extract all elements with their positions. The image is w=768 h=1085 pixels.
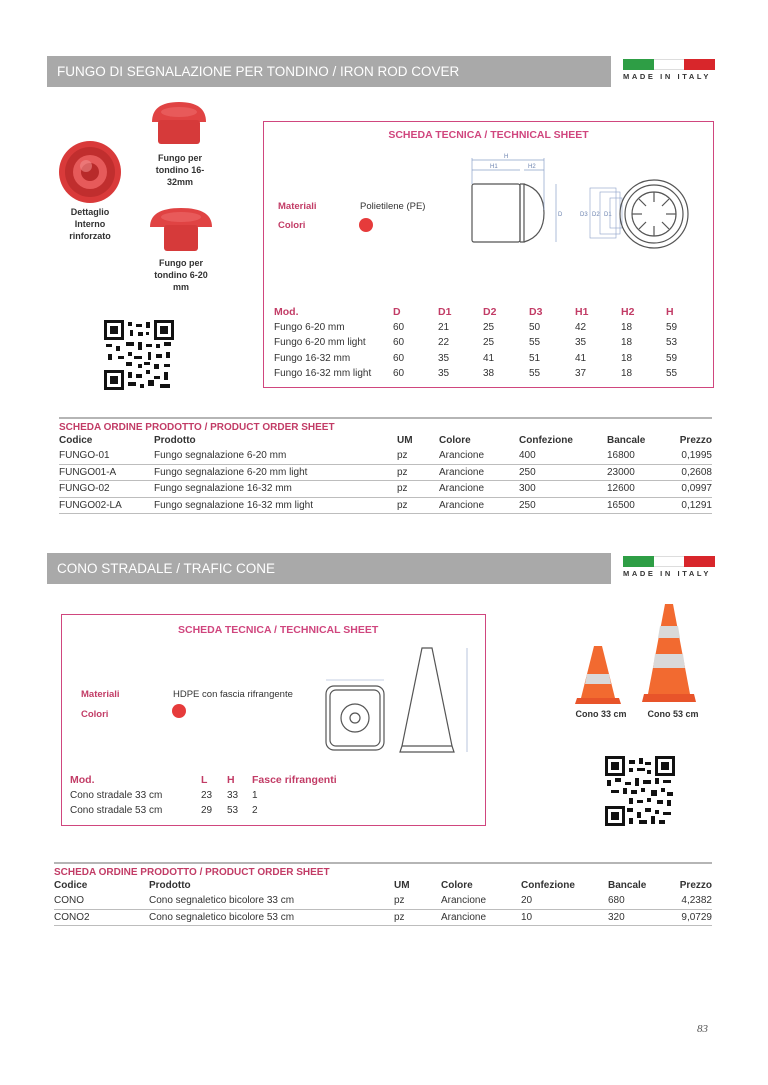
spec-cell: 35 [438,368,450,380]
table-row [54,909,712,926]
order-sheet-fungo [59,417,712,514]
order-cell: 10 [521,909,608,926]
order-header: Prezzo [679,880,712,891]
order-cell: pz [397,481,439,498]
table-row [59,464,712,481]
dim-label-h1: H1 [490,164,498,170]
materiali-label: Materiali [278,201,317,212]
cone-technical-drawing [322,640,482,758]
dim-label-d3: D3 [580,212,588,218]
order-header: Bancale [608,880,647,891]
spec-cell: Fungo 16-32 mm [274,352,351,364]
cone-53-image [640,602,698,704]
materiali-label: Materiali [81,689,120,700]
spec-cell: 35 [438,352,450,364]
spec-header: D2 [483,305,497,318]
order-cell: 0,1995 [667,448,712,464]
spec-cell: 55 [666,368,678,380]
order-cell: 4,2382 [668,893,712,909]
spec-cell: 55 [529,337,541,349]
order-cell: pz [394,893,441,909]
made-in-italy-badge [623,556,715,578]
order-cell: 400 [519,448,607,464]
order-sheet-cono [54,862,712,926]
dim-label-d2: D2 [592,212,600,218]
order-cell: 250 [519,464,607,481]
spec-row [274,366,696,382]
spec-cell: 51 [529,352,541,364]
order-cell: 16500 [607,497,667,514]
tech-sheet-title: SCHEDA TECNICA / TECHNICAL SHEET [388,129,589,141]
tech-sheet-title: SCHEDA TECNICA / TECHNICAL SHEET [178,624,379,636]
spec-header: D1 [438,305,452,318]
spec-cell: 53 [227,805,239,817]
colori-label: Colori [81,709,109,720]
table-row [59,481,712,498]
fungo-6-20-image [148,205,214,255]
spec-cell: 37 [575,368,587,380]
spec-header: H1 [575,305,589,318]
spec-cell: 18 [621,368,633,380]
spec-row [70,788,352,804]
spec-cell: 33 [227,789,239,801]
order-cell: 0,1291 [667,497,712,514]
order-header: UM [394,880,410,891]
italian-flag-icon [623,556,715,567]
fungo-spec-table [274,304,696,382]
order-table-fungo [59,433,712,514]
order-header: Codice [59,435,93,446]
spec-cell: 22 [438,337,450,349]
order-cell: CONO2 [54,909,149,926]
caption-detail: Dettaglio Interno rinforzato [69,207,111,241]
order-header: Colore [441,880,473,891]
order-cell: Fungo segnalazione 16-32 mm [154,481,397,498]
dim-label-d1: D1 [604,212,612,218]
order-cell: Fungo segnalazione 16-32 mm light [154,497,397,514]
divider [59,417,712,419]
spec-cell: 18 [621,352,633,364]
spec-cell: 59 [666,321,678,333]
dim-label-h: H [504,154,509,160]
order-cell: 0,0997 [667,481,712,498]
order-cell: Arancione [439,481,519,498]
spec-cell: 35 [575,337,587,349]
order-cell: FUNGO01-A [59,464,154,481]
materiali-value: HDPE con fascia rifrangente [173,689,293,700]
spec-cell: 41 [483,352,495,364]
spec-cell: 18 [621,337,633,349]
qr-code-fungo [104,320,174,390]
italian-flag-icon [623,59,715,70]
spec-header: D3 [529,305,543,318]
color-swatch-red [172,704,186,718]
order-cell: Cono segnaletico bicolore 53 cm [149,909,394,926]
order-cell: Arancione [439,448,519,464]
spec-header: Mod. [274,305,299,318]
color-swatch-red [359,218,373,232]
spec-cell: 25 [483,337,495,349]
order-header: Codice [54,880,88,891]
order-cell: Arancione [441,893,521,909]
order-cell: CONO [54,893,149,909]
order-sheet-title: SCHEDA ORDINE PRODOTTO / PRODUCT ORDER SHEET [54,867,330,878]
order-cell: 0,2608 [667,464,712,481]
spec-cell: 42 [575,321,587,333]
order-cell: FUNGO02-LA [59,497,154,514]
page-number: 83 [697,1023,708,1035]
order-cell: 20 [521,893,608,909]
order-cell: FUNGO-02 [59,481,154,498]
order-header-row [54,878,712,893]
spec-cell: 1 [252,789,258,801]
order-cell: FUNGO-01 [59,448,154,464]
order-header: Bancale [607,435,646,446]
order-cell: 680 [608,893,668,909]
order-cell: 16800 [607,448,667,464]
divider [54,862,712,864]
dim-label-h2: H2 [528,164,536,170]
order-cell: pz [397,497,439,514]
order-header: Prezzo [679,435,712,446]
spec-cell: Fungo 16-32 mm light [274,368,372,380]
order-cell: pz [397,464,439,481]
spec-header-row [274,304,696,320]
caption-cone-53: Cono 53 cm [647,709,699,719]
spec-cell: 2 [252,805,258,817]
order-header: Prodotto [154,435,196,446]
order-cell: pz [394,909,441,926]
caption-cone-33: Cono 33 cm [575,709,627,719]
colori-label: Colori [278,220,306,231]
order-cell: Fungo segnalazione 6-20 mm light [154,464,397,481]
spec-header: Mod. [70,773,95,786]
order-header: UM [397,435,413,446]
fungo-technical-drawing [462,150,702,260]
order-cell: Cono segnaletico bicolore 33 cm [149,893,394,909]
spec-header: D [393,305,401,318]
fungo-16-32-image [148,100,210,150]
caption-6-20: Fungo per tondino 6-20 mm [154,258,208,292]
spec-cell: 59 [666,352,678,364]
spec-cell: 60 [393,352,405,364]
dim-label-d: D [558,212,563,218]
spec-cell: 55 [529,368,541,380]
order-cell: Fungo segnalazione 6-20 mm [154,448,397,464]
spec-header: H [227,773,235,786]
spec-header: Fasce rifrangenti [252,773,337,786]
fungo-detail-image [58,140,122,204]
order-header: Confezione [521,880,575,891]
order-cell: 23000 [607,464,667,481]
spec-cell: Fungo 6-20 mm [274,321,345,333]
table-row [59,448,712,464]
spec-header: H [666,305,674,318]
order-cell: 12600 [607,481,667,498]
order-cell: Arancione [439,497,519,514]
spec-header: H2 [621,305,635,318]
spec-cell: 29 [201,805,213,817]
cone-33-image [573,642,623,706]
table-row [59,497,712,514]
made-in-italy-badge [623,59,715,81]
section-title-fungo: FUNGO DI SEGNALAZIONE PER TONDINO / IRON ROD COVER [47,56,611,87]
section-title-cono: CONO STRADALE / TRAFIC CONE [47,553,611,584]
order-cell: pz [397,448,439,464]
spec-row [274,351,696,367]
spec-cell: 60 [393,337,405,349]
cono-spec-table [70,772,352,819]
spec-cell: 25 [483,321,495,333]
order-header: Prodotto [149,880,191,891]
spec-cell: 53 [666,337,678,349]
spec-cell: 41 [575,352,587,364]
spec-cell: 50 [529,321,541,333]
order-header: Colore [439,435,471,446]
spec-cell: 38 [483,368,495,380]
order-header: Confezione [519,435,573,446]
spec-header-row [70,772,352,788]
order-cell: Arancione [441,909,521,926]
qr-code-cono [605,756,675,826]
order-cell: 9,0729 [668,909,712,926]
order-cell: Arancione [439,464,519,481]
made-in-italy-text: MADE IN ITALY [623,72,711,81]
spec-cell: Cono stradale 33 cm [70,789,163,801]
spec-cell: 18 [621,321,633,333]
spec-row [274,335,696,351]
materiali-value: Polietilene (PE) [360,201,426,212]
spec-cell: 60 [393,368,405,380]
table-row [54,893,712,909]
caption-16-32: Fungo per tondino 16-32mm [155,153,205,187]
spec-header: L [201,773,208,786]
order-cell: 300 [519,481,607,498]
spec-cell: Cono stradale 53 cm [70,805,163,817]
spec-cell: 60 [393,321,405,333]
order-cell: 250 [519,497,607,514]
order-table-cono [54,878,712,926]
order-cell: 320 [608,909,668,926]
spec-row [70,803,352,819]
spec-cell: Fungo 6-20 mm light [274,337,366,349]
spec-row [274,320,696,336]
order-header-row [59,433,712,448]
spec-cell: 21 [438,321,450,333]
order-sheet-title: SCHEDA ORDINE PRODOTTO / PRODUCT ORDER SHEET [59,422,335,433]
made-in-italy-text: MADE IN ITALY [623,569,711,578]
spec-cell: 23 [201,789,213,801]
